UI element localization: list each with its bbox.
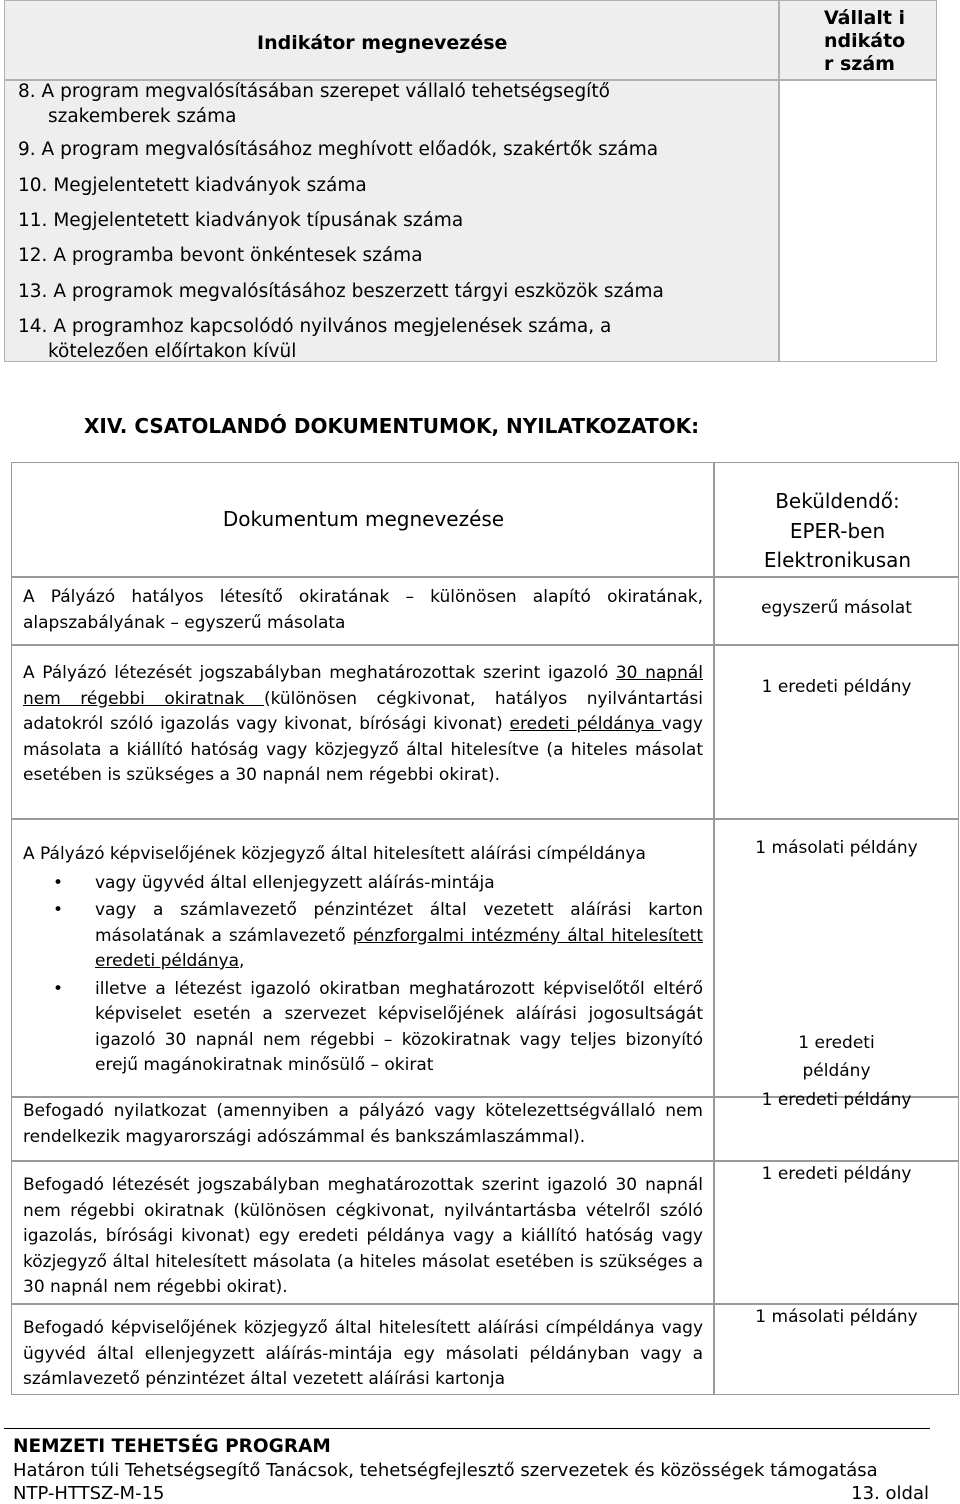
bullet-item bbox=[23, 871, 703, 897]
doc-row-3-submit-1: 1 másolati példány bbox=[755, 838, 918, 858]
doc-row-2-underlined-1: 30 napnál nem régebbi okiratnak bbox=[23, 663, 703, 709]
indicator-row bbox=[18, 173, 367, 198]
committed-value-cell bbox=[779, 80, 937, 362]
indicator-header-cell bbox=[4, 0, 779, 80]
doc-row-text bbox=[23, 1316, 703, 1393]
footer-code: NTP-HTTSZ-M-15 bbox=[13, 1483, 165, 1504]
row-number: 9. bbox=[18, 139, 36, 160]
doc-row-2-text-c: vagy másolata a kiállító hatóság vagy közjegyző által hitelesítve (a hiteles másolat esetében is szükséges a 30 napnál nem régebbi okirat). bbox=[23, 714, 703, 785]
doc-header-cell bbox=[11, 462, 714, 577]
doc-row-4-text: Befogadó nyilatkozat (amennyiben a pályázó vagy kötelezettségvállaló nem rendelkezik magyarországi adószámmal és bankszámlaszámmal). bbox=[23, 1101, 703, 1147]
row-label: Megjelentetett kiadványok száma bbox=[53, 175, 367, 196]
doc-row-1-text: A Pályázó hatályos létesítő okiratának – különösen alapító okiratának, alapszabályának – egyszerű másolata bbox=[23, 587, 703, 633]
submit-header-line1: Beküldendő: bbox=[775, 489, 900, 513]
doc-row-text bbox=[23, 585, 703, 636]
doc-row-4-submit: 1 eredeti példány bbox=[761, 1090, 912, 1110]
footer-program-name: NEMZETI TEHETSÉG PROGRAM bbox=[13, 1436, 331, 1457]
doc-row-3-bullets bbox=[23, 871, 703, 1079]
bullet-2-text-b: , bbox=[239, 951, 245, 971]
row-label-continued: szakemberek száma bbox=[48, 106, 237, 127]
doc-row-text bbox=[23, 1099, 703, 1150]
row-label: Megjelentetett kiadványok típusának száma bbox=[53, 210, 464, 231]
bullet-3-text: illetve a létezést igazoló okiratban meghatározott képviselőtől eltérő képviselet esetén a szervezet képviselőjének aláírási jogosultságát igazoló 30 napnál nem régebbi – közokiratnak vagy teljes bizonyító erejű magánokiratnak minősülő – okirat bbox=[95, 978, 703, 1075]
submit-row-cell bbox=[714, 645, 959, 819]
row-label: A programhoz kapcsolódó nyilvános megjelenések száma, a bbox=[53, 316, 612, 337]
row-label-continued: kötelezően előírtakon kívül bbox=[48, 341, 297, 362]
bullet-1-text: vagy ügyvéd által ellenjegyzett aláírás-mintája bbox=[95, 872, 495, 893]
doc-row-3-intro: A Pályázó képviselőjének közjegyző által hitelesített aláírási címpéldánya bbox=[23, 844, 646, 864]
doc-row-2-underlined-2: eredeti példánya bbox=[509, 714, 662, 734]
doc-name-header: Dokumentum megnevezése bbox=[222, 507, 505, 531]
indicator-table bbox=[4, 0, 937, 362]
doc-row-3-submit-2a: 1 eredeti bbox=[798, 1033, 875, 1053]
doc-row-5-submit: 1 eredeti példány bbox=[761, 1164, 912, 1184]
submit-header-cell bbox=[714, 462, 959, 577]
doc-row-text bbox=[23, 661, 703, 789]
submit-header-line2: EPER-ben bbox=[789, 519, 886, 543]
row-label: A programok megvalósításához beszerzett tárgyi eszközök száma bbox=[53, 281, 664, 302]
indicator-row bbox=[18, 208, 463, 233]
indicator-row bbox=[18, 279, 664, 304]
doc-row-2-submit: 1 eredeti példány bbox=[761, 677, 912, 697]
doc-row-6-submit: 1 másolati példány bbox=[755, 1307, 918, 1327]
bullet-2-text-a: vagy a számlavezető pénzintézet által vezetett aláírási karton másolatának a számlavezető bbox=[95, 900, 703, 946]
indicator-name-header: Indikátor megnevezése bbox=[257, 32, 508, 54]
footer-page-number: 13. oldal bbox=[851, 1483, 929, 1504]
doc-row-5-text: Befogadó létezését jogszabályban meghatározottak szerint igazoló 30 napnál nem régebbi okiratnak (különösen cégkivonat, nyilvántartásba vételről szóló igazolás, bírósági kivonat) egy eredeti példánya vagy a kiállító hatóság vagy közjegyző által hitelesített másolata (a hiteles másolat esetében is szükséges a 30 napnál nem régebbi okirat). bbox=[23, 1175, 703, 1297]
row-number: 11. bbox=[18, 210, 48, 231]
row-label: A program megvalósításához meghívott előadók, szakértők száma bbox=[41, 139, 659, 160]
submit-header-line3: Elektronikusan bbox=[763, 548, 912, 572]
row-number: 14. bbox=[18, 316, 48, 337]
doc-row-6-text: Befogadó képviselőjének közjegyző által hitelesített aláírási címpéldánya vagy ügyvéd által ellenjegyzett aláírás-mintája egy másolati példányban vagy a számlavezető pénzintézet által vezetett aláírási kartonja bbox=[23, 1318, 703, 1389]
footer-subtitle: Határon túli Tehetségsegítő Tanácsok, tehetségfejlesztő szervezetek és közösségek támogatása bbox=[13, 1460, 878, 1481]
bullet-item bbox=[23, 898, 703, 975]
footer-divider bbox=[4, 1428, 930, 1429]
committed-indicator-header-cell bbox=[779, 0, 937, 80]
row-number: 13. bbox=[18, 281, 48, 302]
indicator-row bbox=[18, 79, 610, 129]
row-number: 10. bbox=[18, 175, 48, 196]
indicator-row bbox=[18, 137, 658, 162]
doc-row-3-submit-2b: példány bbox=[802, 1061, 871, 1081]
doc-row-text bbox=[23, 842, 703, 1079]
row-number: 8. bbox=[18, 81, 36, 102]
indicator-row bbox=[18, 243, 423, 268]
bullet-2-underlined: pénzforgalmi intézmény által hitelesített eredeti példánya bbox=[95, 925, 703, 971]
row-label: A program megvalósításában szerepet vállaló tehetségsegítő bbox=[41, 81, 610, 102]
bullet-item bbox=[23, 977, 703, 1079]
doc-row-1-submit: egyszerű másolat bbox=[761, 598, 912, 618]
doc-row-text bbox=[23, 1173, 703, 1301]
committed-indicator-header: Vállalt indikátor szám bbox=[824, 7, 906, 75]
doc-row-2-text-b: (különösen cégkivonat, hatályos nyilvántartási adatokról szóló igazolás vagy kivonat, bírósági kivonat) bbox=[23, 688, 703, 734]
section-title: XIV. CSATOLANDÓ DOKUMENTUMOK, NYILATKOZATOK: bbox=[84, 414, 700, 438]
row-label: A programba bevont önkéntesek száma bbox=[53, 245, 423, 266]
documents-table bbox=[11, 462, 959, 1395]
indicator-row bbox=[18, 314, 611, 364]
row-number: 12. bbox=[18, 245, 48, 266]
doc-row-2-text-a: A Pályázó létezését jogszabályban meghatározottak szerint igazoló bbox=[23, 663, 616, 683]
